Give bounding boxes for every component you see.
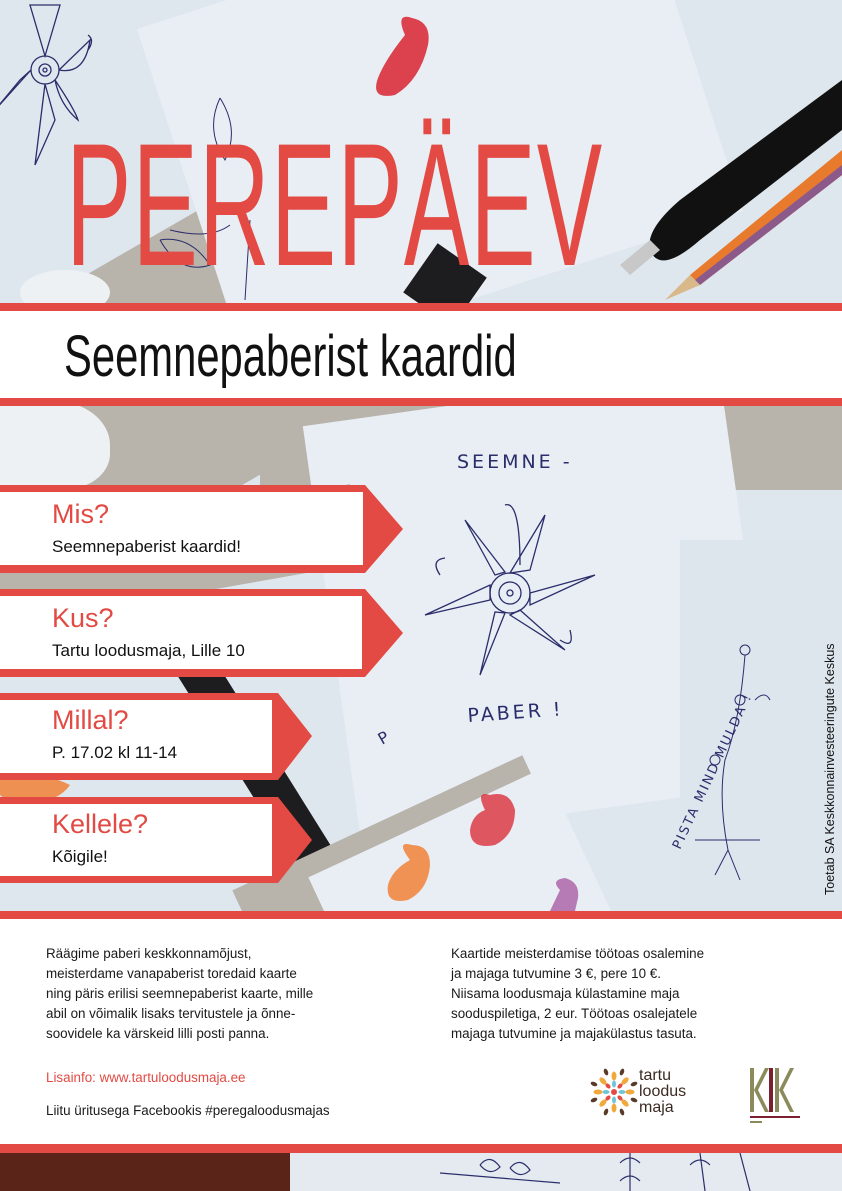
bottom-photo-strip (0, 1153, 842, 1191)
arrow-tag-shape (0, 693, 315, 780)
logo-word: tartu (639, 1067, 672, 1084)
seemne-handwriting: SEEMNE - (457, 451, 573, 473)
detail-tag-where (0, 589, 405, 677)
subtitle: Seemnepaberist kaardid (64, 324, 517, 389)
tartu-loodusmaja-logo-text (639, 1068, 686, 1116)
description-left (46, 944, 313, 1044)
text-line: majaga tutvumine ja majakülastus tasuta. (451, 1026, 697, 1041)
arrow-tag-shape (0, 797, 315, 883)
purple-heart-icon (550, 878, 578, 911)
detail-tag-when (0, 693, 315, 780)
kik-logo-icon (745, 1066, 805, 1130)
text-line: ning päris erilisi seemnepaberist kaarte, mille (46, 986, 314, 1001)
red-heart-icon (470, 794, 515, 846)
text-line: meisterdame vanapaberist toredaid kaarte (46, 966, 297, 981)
detail-question: Kellele? (52, 809, 149, 839)
banner-top-stripe (0, 303, 842, 311)
seed-flower-doodle-icon (425, 505, 595, 675)
detail-tag-who (0, 797, 315, 883)
tartu-loodusmaja-logo-icon (590, 1068, 638, 1116)
footer-top-stripe (0, 911, 842, 919)
page-title: PEREPÄEV (66, 108, 604, 303)
text-line: abil on võimalik lisaks tervitustele ja õnne- (46, 1006, 296, 1021)
text-line: soovidele ka värskeid lilli posti panna. (46, 1026, 270, 1041)
description-right (451, 944, 704, 1044)
detail-question: Millal? (52, 705, 129, 735)
footer-bottom-stripe (0, 1144, 842, 1153)
text-line: Kaartide meisterdamise töötoas osalemine (451, 946, 705, 961)
detail-answer: P. 17.02 kl 11-14 (52, 743, 178, 762)
text-line: Räägime paberi keskkonnamõjust, (46, 946, 252, 961)
sponsor-credit: Toetab SA Keskkonnainvesteeringute Keskus (823, 643, 837, 895)
logo-word: loodus (639, 1083, 687, 1100)
detail-answer: Seemnepaberist kaardid! (52, 537, 242, 556)
detail-tag-what (0, 485, 405, 573)
stem-doodle-icon (695, 645, 770, 880)
text-line: sooduspiletiga, 2 eur. Töötoas osalejatele (451, 1006, 698, 1021)
pista-handwriting: PISTA MIND MULDA ! (670, 690, 756, 852)
paber-handwriting: PABER ! (466, 698, 565, 727)
info-website-link[interactable]: Lisainfo: www.tartuloodusmaja.ee (46, 1070, 246, 1085)
svg-text:P: P (374, 727, 393, 749)
detail-answer: Tartu loodusmaja, Lille 10 (52, 641, 245, 660)
detail-question: Mis? (52, 499, 110, 529)
logo-word: maja (639, 1099, 674, 1116)
facebook-hashtag: Liitu üritusega Facebookis #peregaloodusmajas (46, 1103, 330, 1118)
detail-answer: Kõigile! (52, 847, 108, 866)
orange-heart-icon (388, 844, 430, 901)
leaf-doodles (0, 1153, 842, 1191)
red-heart-icon (376, 17, 429, 96)
text-line: Niisama loodusmaja külastamine maja (451, 986, 680, 1001)
detail-question: Kus? (52, 603, 114, 633)
banner-bottom-stripe (0, 398, 842, 406)
text-line: ja majaga tutvumine 3 €, pere 10 €. (451, 966, 661, 981)
